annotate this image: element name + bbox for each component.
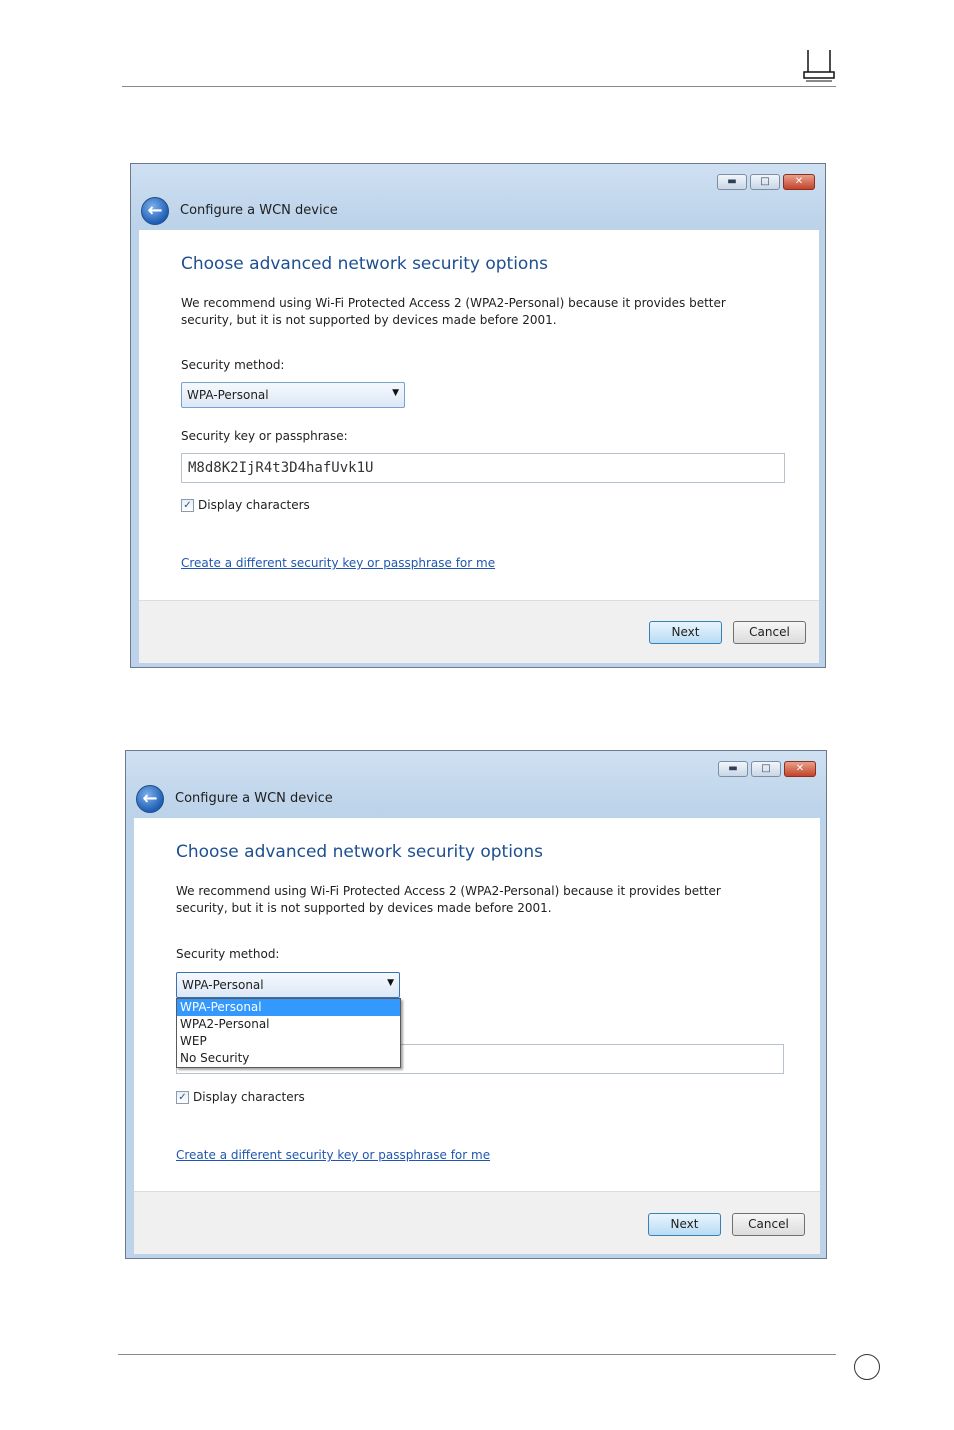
minimize-icon[interactable]: ▬ (718, 761, 748, 777)
description-text: We recommend using Wi-Fi Protected Access 2 (WPA2-Personal) because it provides better security, but it is not supported by devices made before 2001. (181, 296, 726, 327)
maximize-icon[interactable]: □ (751, 761, 781, 777)
cancel-button[interactable]: Cancel (732, 1213, 805, 1236)
page-number-circle (854, 1354, 880, 1380)
page-heading: Choose advanced network security options (176, 842, 543, 862)
window-title: Configure a WCN device (180, 203, 338, 218)
display-characters-label: Display characters (193, 1090, 305, 1104)
checkmark-icon: ✓ (181, 499, 194, 512)
create-key-link[interactable]: Create a different security key or passphrase for me (176, 1148, 491, 1162)
title-buttons (717, 174, 815, 190)
content-area (134, 818, 820, 1254)
security-method-value: WPA-Personal (182, 978, 264, 992)
close-icon[interactable]: ✕ (783, 174, 815, 190)
security-key-label: Security key or passphrase: (181, 429, 348, 443)
minimize-icon[interactable]: ▬ (717, 174, 747, 190)
chevron-down-icon: ▼ (387, 978, 394, 988)
back-arrow-icon[interactable]: ← (136, 785, 164, 813)
wcn-window-1 (130, 163, 826, 668)
button-footer (139, 600, 819, 663)
checkmark-icon: ✓ (176, 1091, 189, 1104)
security-method-select[interactable] (176, 972, 400, 998)
security-key-input[interactable]: M8d8K2IjR4t3D4hafUvk1U (181, 453, 785, 483)
security-method-select[interactable] (181, 382, 405, 408)
description-text: We recommend using Wi-Fi Protected Access 2 (WPA2-Personal) because it provides better security, but it is not supported by devices made before 2001. (176, 884, 721, 915)
button-footer (134, 1191, 820, 1254)
router-logo-icon (802, 48, 836, 84)
security-method-label: Security method: (181, 358, 285, 372)
footer-rule (118, 1354, 836, 1355)
dropdown-option-wpa2-personal[interactable]: WPA2-Personal (180, 1017, 270, 1031)
security-method-value: WPA-Personal (187, 388, 269, 402)
security-method-label: Security method: (176, 947, 280, 961)
title-buttons (718, 761, 816, 777)
maximize-icon[interactable]: □ (750, 174, 780, 190)
back-arrow-icon[interactable]: ← (141, 197, 169, 225)
cancel-button[interactable]: Cancel (733, 621, 806, 644)
create-key-link[interactable]: Create a different security key or passphrase for me (181, 556, 496, 570)
content-area (139, 230, 819, 663)
next-button[interactable]: Next (649, 621, 722, 644)
display-characters-checkbox[interactable] (176, 1090, 305, 1104)
header-rule (122, 86, 836, 87)
dropdown-option-wpa-personal[interactable]: WPA-Personal (177, 999, 400, 1016)
page-heading: Choose advanced network security options (181, 254, 548, 274)
display-characters-label: Display characters (198, 498, 310, 512)
chevron-down-icon: ▼ (392, 388, 399, 398)
display-characters-checkbox[interactable] (181, 498, 310, 512)
next-button[interactable]: Next (648, 1213, 721, 1236)
wcn-window-2 (125, 750, 827, 1259)
dropdown-option-wep[interactable]: WEP (180, 1034, 207, 1048)
window-title: Configure a WCN device (175, 791, 333, 806)
security-method-dropdown (176, 998, 401, 1068)
dropdown-option-no-security[interactable]: No Security (180, 1051, 250, 1065)
close-icon[interactable]: ✕ (784, 761, 816, 777)
